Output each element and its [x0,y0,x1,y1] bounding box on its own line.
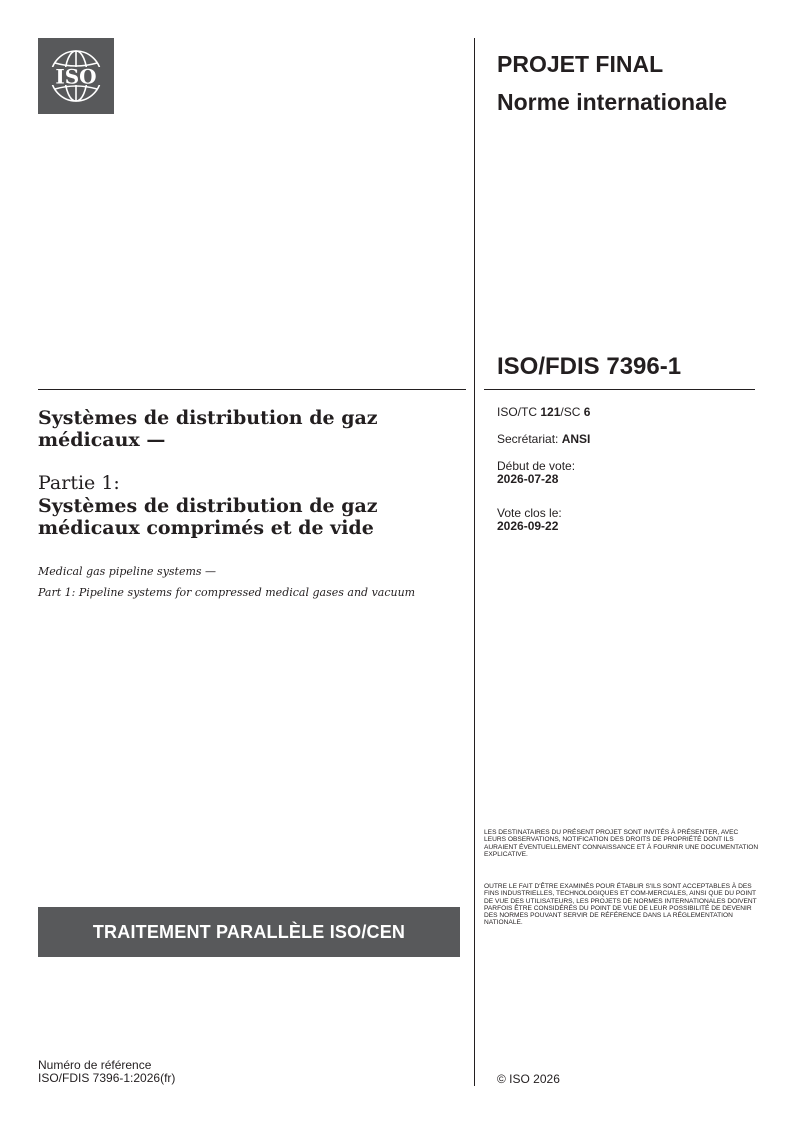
title-main: Systèmes de distribution de gaz médicaux — [38,407,378,451]
copyright: © ISO 2026 [497,1072,560,1086]
document-status: PROJET FINAL [497,51,664,77]
document-type: Norme internationale [497,89,728,115]
english-title-main: Medical gas pipeline systems — [38,565,217,578]
secretariat-label: Secrétariat: [497,432,562,446]
english-title-part: Part 1: Pipeline systems for compressed medical gases and vacuum [38,586,416,599]
sc-separator: /SC [560,405,584,419]
parallel-processing-banner [38,907,460,957]
iso-globe-icon [38,38,114,114]
secretariat-value: ANSI [561,432,591,446]
disclaimer-paragraph: LES DESTINATAIRES DU PRÉSENT PROJET SONT INVITÉS À PRÉSENTER, AVEC LEURS OBSERVATIONS, NOTIFICATION DES DROITS DE PROPRIÉTÉ DONT ILS AURAIENT ÉVENTUELLEMENT CONNAISSANCE ET À FOURNIR UNE DOCUMENTATION EXPLICATIVE. [484,829,759,858]
sc-number: 6 [583,405,591,419]
logo-text: ISO [55,64,97,89]
banner-text: TRAITEMENT PARALLÈLE ISO/CEN [92,922,406,942]
horizontal-divider-right [484,389,755,390]
ballot-start-label: Début de vote: [497,459,576,473]
ballot-start [497,460,575,486]
vertical-divider [474,38,475,1086]
ballot-end-date: 2026-09-22 [497,519,559,533]
document-number: ISO/FDIS 7396-1 [497,353,682,380]
iso-logo [38,38,114,114]
secretariat [497,433,590,446]
title-part-name: Systèmes de distribution de gaz médicaux comprimés et de vide [38,495,378,539]
ballot-end [497,507,562,533]
disclaimer-paragraph: OUTRE LE FAIT D'ÊTRE EXAMINÉS POUR ÉTABLIR S'ILS SONT ACCEPTABLES À DES FINS INDUSTRIELLES, TECHNOLOGIQUES ET COM-MERCIALES, AINSI QUE DU POINT DE VUE DES UTILISATEURS, LES PROJETS DE NORMES INTERNATIONALES DOIVENT PARFOIS ÊTRE CONSIDÉRÉS DU POINT DE VUE DE LEUR POSSIBILITÉ DE DEVENIR DES NORMES POUVANT SERVIR DE RÉFÉRENCE DANS LA RÉGLEMENTATION NATIONALE. [484,883,757,927]
tc-prefix: ISO/TC [497,405,541,419]
reference-number: ISO/FDIS 7396-1:2026(fr) [38,1071,176,1085]
ballot-start-date: 2026-07-28 [497,472,559,486]
title-part-number: Partie 1: [38,472,120,494]
tc-number: 121 [540,405,561,419]
horizontal-divider-left [38,389,466,390]
technical-committee [497,406,590,419]
reference-label: Numéro de référence [38,1058,152,1072]
ballot-end-label: Vote clos le: [497,506,562,520]
